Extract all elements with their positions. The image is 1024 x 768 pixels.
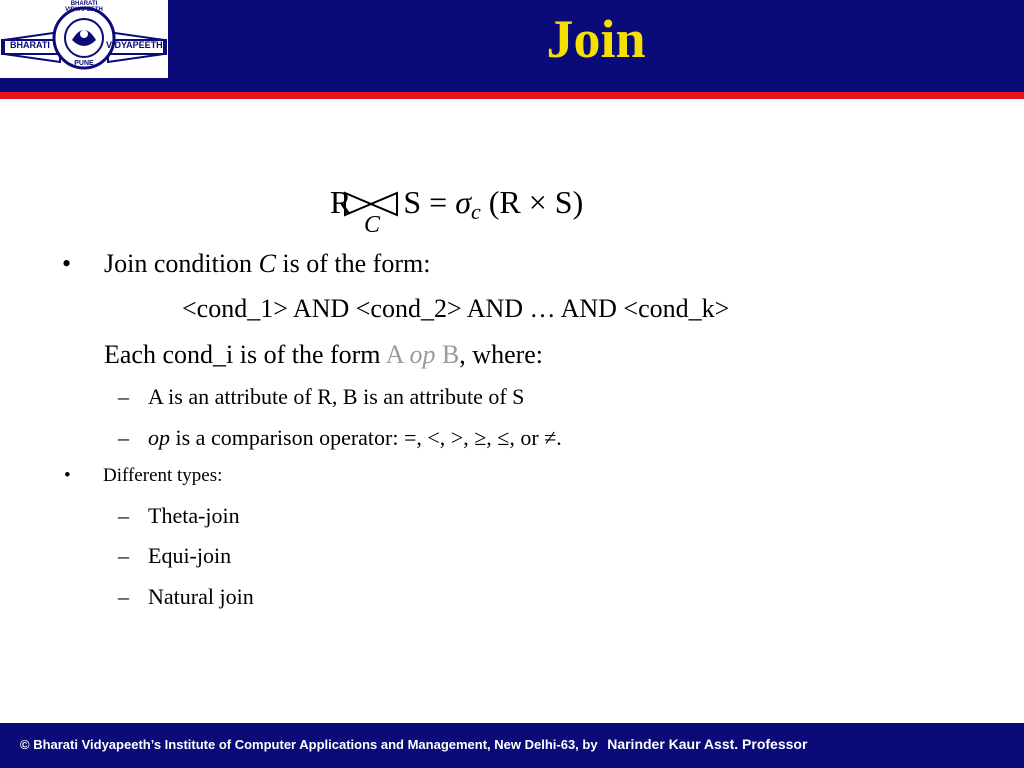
logo-ring-text: BHARATI VIDYAPEETH (65, 1, 103, 13)
dash-marker: – (118, 384, 129, 409)
formula-s-equals: S = (403, 184, 448, 220)
footer-text (20, 736, 807, 752)
list-item-italic: op (409, 340, 436, 369)
formula-rhs: (R × S) (488, 184, 584, 220)
sigma-symbol: σ (455, 184, 471, 220)
list-item-text: Each cond_i is of the form (104, 340, 386, 369)
list-item: Theta-join (148, 503, 240, 528)
list-item-italic: C (258, 249, 276, 278)
logo-text-right: VIDYAPEETH (106, 40, 163, 50)
list-item-italic: op (148, 425, 170, 450)
sigma-subscript: c (470, 199, 481, 224)
footer-bar (0, 723, 1024, 768)
join-condition-subscript: C (364, 212, 381, 238)
list-item-text: is of the form: (275, 249, 431, 278)
institution-logo (0, 0, 168, 78)
dash-marker: – (118, 584, 129, 609)
list-item-text: A (385, 340, 410, 369)
header-bar (0, 0, 1024, 92)
footer-copyright: © Bharati Vidyapeeth’s Institute of Computer Applications and Management, New Delhi-63, by (20, 737, 602, 752)
dash-marker: – (118, 543, 129, 568)
list-item-text: B (435, 340, 460, 369)
list-item: Equi-join (148, 543, 232, 568)
title-divider (0, 92, 1024, 99)
formula-r: R (330, 184, 352, 220)
list-item: Different types: (103, 465, 223, 486)
list-item-text: is a comparison operator: =, <, >, ≥, ≤, or ≠. (170, 425, 562, 450)
logo-text-left: BHARATI (10, 40, 50, 50)
list-item (148, 425, 562, 451)
list-item: <cond_1> AND <cond_2> AND … AND <cond_k> (182, 294, 730, 323)
bullet-marker: • (64, 465, 71, 486)
footer-author: Narinder Kaur Asst. Professor (607, 736, 808, 752)
list-item-text: , where: (459, 340, 544, 369)
logo-bottom-text: PUNE (74, 60, 94, 67)
dash-marker: – (118, 425, 129, 450)
list-item-text: Join condition (104, 249, 259, 278)
list-item (104, 340, 543, 370)
list-item: Natural join (148, 584, 254, 609)
bullet-marker: • (62, 249, 72, 278)
dash-marker: – (118, 503, 129, 528)
list-item (104, 249, 430, 279)
page-title: Join (546, 9, 646, 69)
list-item: A is an attribute of R, B is an attribute of S (148, 384, 525, 409)
